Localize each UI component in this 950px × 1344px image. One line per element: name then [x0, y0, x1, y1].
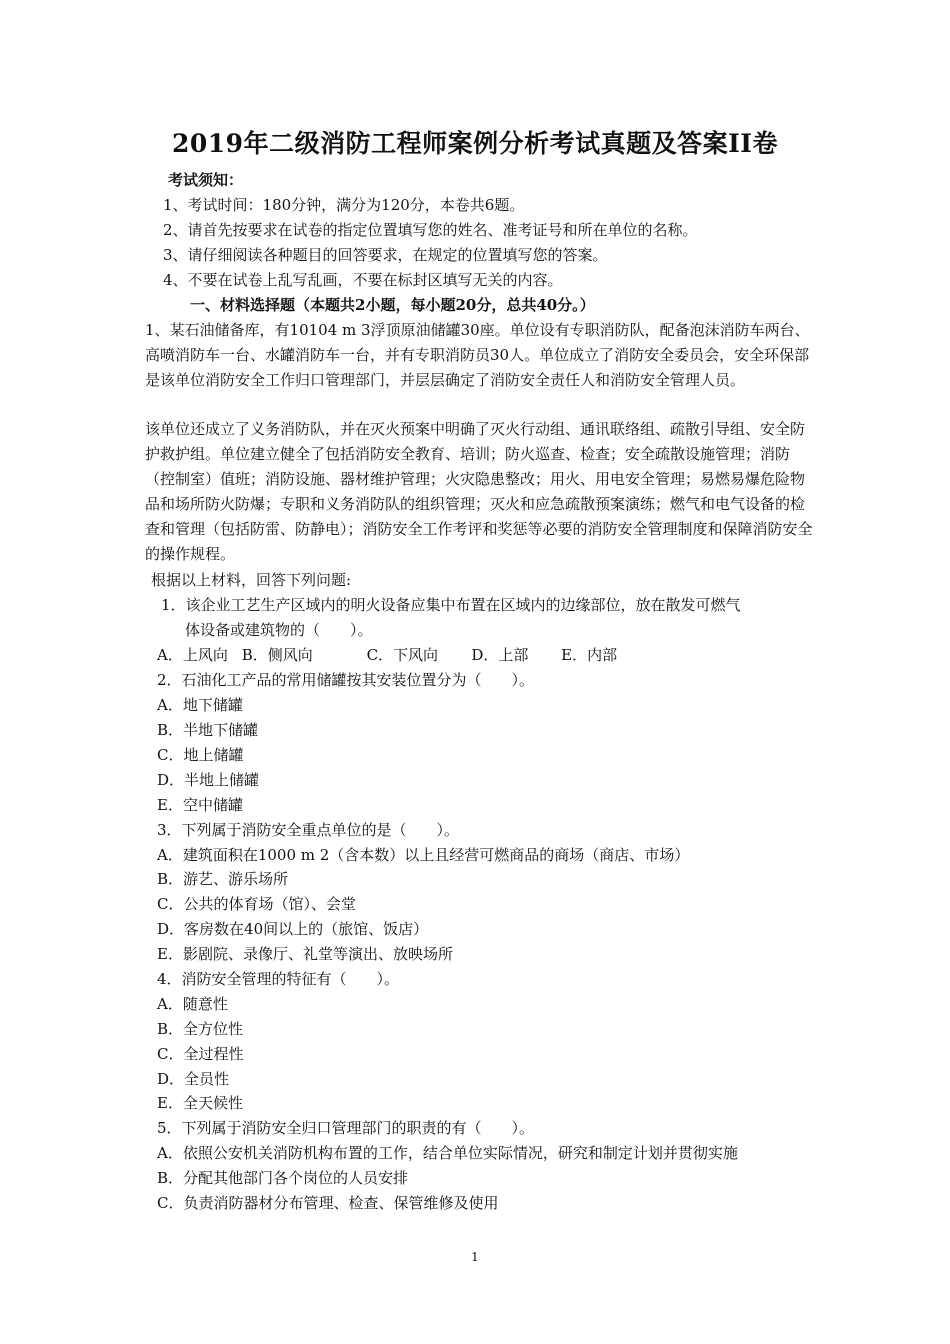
material-paragraph-1: 1、某石油储备库，有10104 m 3浮顶原油储罐30座。单位设有专职消防队，配备泡沫消防车两台、高喷消防车一台、水罐消防车一台，并有专职消防员30人。单位成立了消防安全委员会，安全环保部是该单位消防安全工作归口管理部门，并层层确定了消防安全责任人和消防安全管理人员。 — [145, 321, 810, 389]
notice-item-1: 1、考试时间：180分钟，满分为120分，本卷共6题。 — [163, 196, 525, 214]
notice-item-3: 3、请仔细阅读各种题目的回答要求，在规定的位置填写您的答案。 — [163, 246, 608, 264]
q1-options — [157, 645, 617, 665]
q3-stem: 3．下列属于消防安全重点单位的是（ ）。 — [157, 821, 460, 839]
q1-option-a: A．上风向 — [157, 646, 228, 664]
q5-stem: 5．下列属于消防安全归口管理部门的职责的有（ ）。 — [157, 1119, 535, 1137]
notice-heading: 考试须知： — [168, 171, 244, 189]
q5-option-b: B．分配其他部门各个岗位的人员安排 — [157, 1169, 409, 1187]
q2-option-a: A．地下储罐 — [157, 696, 243, 714]
q5-option-a: A．依照公安机关消防机构布置的工作，结合单位实际情况，研究和制定计划并贯彻实施 — [157, 1144, 738, 1162]
q1-stem-line1: 1．该企业工艺生产区域内的明火设备应集中布置在区域内的边缘部位，放在散发可燃气 — [161, 596, 741, 614]
q5-option-c: C．负责消防器材分布管理、检查、保管维修及使用 — [157, 1194, 499, 1212]
q3-option-e: E．影剧院、录像厅、礼堂等演出、放映场所 — [157, 945, 453, 963]
notice-item-4: 4、不要在试卷上乱写乱画，不要在标封区填写无关的内容。 — [163, 271, 563, 289]
q4-option-a: A．随意性 — [157, 995, 228, 1013]
section-heading: 一、材料选择题（本题共2小题，每小题20分，总共40分。） — [190, 296, 595, 314]
q2-option-b: B．半地下储罐 — [157, 721, 259, 739]
q4-option-e: E．全天候性 — [157, 1094, 243, 1112]
q3-option-c: C．公共的体育场（馆）、会堂 — [157, 895, 356, 913]
q4-option-d: D．全员性 — [157, 1070, 230, 1088]
q2-option-d: D．半地上储罐 — [157, 771, 260, 789]
document-title: 2019年二级消防工程师案例分析考试真题及答案II卷 — [172, 129, 778, 158]
q4-option-b: B．全方位性 — [157, 1020, 244, 1038]
material-prompt: 根据以上材料，回答下列问题: — [151, 571, 352, 589]
q4-stem: 4．消防安全管理的特征有（ ）。 — [157, 970, 400, 988]
q3-option-b: B．游艺、游乐场所 — [157, 870, 289, 888]
q1-option-b: B．侧风向 — [241, 646, 313, 664]
q2-option-e: E．空中储罐 — [157, 796, 243, 814]
q2-option-c: C．地上储罐 — [157, 746, 244, 764]
q1-option-c: C．下风向 — [366, 646, 439, 664]
material-paragraph-2: 该单位还成立了义务消防队，并在灭火预案中明确了灭火行动组、通讯联络组、疏散引导组、安全防护救护组。单位建立健全了包括消防安全教育、培训；防火巡查、检查；安全疏散设施管理；消防（控制室）值班；消防设施、器材维护管理；火灾隐患整改；用火、用电安全管理；易燃易爆危险物品和场所防火防爆；专职和义务消防队的组织管理；灭火和应急疏散预案演练；燃气和电气设备的检查和管理（包括防雷、防静电）；消防安全工作考评和奖惩等必要的消防安全管理制度和保障消防安全的操作规程。 — [145, 420, 813, 563]
page-number: 1 — [471, 1250, 479, 1264]
q1-option-e: E．内部 — [561, 646, 618, 664]
q4-option-c: C．全过程性 — [157, 1045, 244, 1063]
notice-item-2: 2、请首先按要求在试卷的指定位置填写您的姓名、准考证号和所在单位的名称。 — [163, 221, 698, 239]
q3-option-d: D．客房数在40间以上的（旅馆、饭店） — [157, 920, 429, 938]
q1-stem-line2: 体设备或建筑物的（ ）。 — [185, 621, 373, 639]
q3-option-a: A．建筑面积在1000 m 2（含本数）以上且经营可燃商品的商场（商店、市场） — [157, 846, 690, 864]
q1-option-d: D．上部 — [471, 646, 529, 664]
q2-stem: 2．石油化工产品的常用储罐按其安装位置分为（ ）。 — [157, 671, 535, 689]
